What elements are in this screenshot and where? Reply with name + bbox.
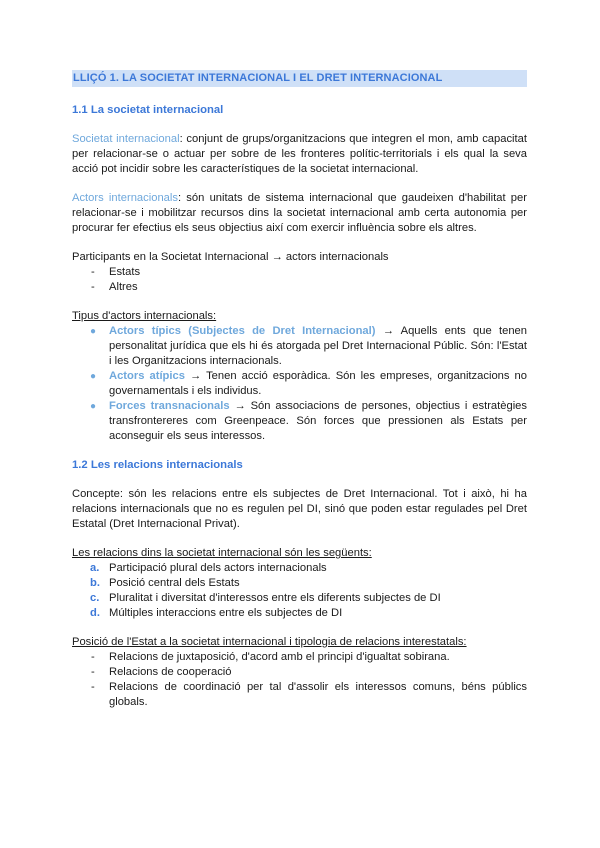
bullet-icon: ●: [90, 326, 97, 337]
bullet-icon: ●: [90, 401, 97, 412]
participants-list: [72, 265, 527, 295]
list-marker: d.: [90, 607, 100, 619]
section-heading-1-2: 1.2 Les relacions internacionals: [72, 459, 243, 471]
state-position-caption: Posició de l'Estat a la societat internacional i tipologia de relacions interestatals:: [72, 636, 467, 648]
list-item: [72, 324, 527, 369]
definition-societat-internacional: [72, 132, 527, 177]
bullet-icon: ●: [90, 371, 97, 382]
list-item: [72, 561, 527, 576]
relations-caption: Les relacions dins la societat internacional són les següents:: [72, 547, 372, 559]
list-item: [72, 399, 527, 444]
term-forces-transnacionals: Forces transnacionals: [109, 400, 230, 412]
list-item: [72, 576, 527, 591]
definition-text: : són unitats de sistema internacional que gaudeixen d'habilitat per relacionar-se i mobilitzar recursos dins la societat internacional amb certa autonomia per procurar fer efectius els seus objectius així com exercir influència sobre els altres.: [72, 192, 527, 234]
list-item: [72, 606, 527, 621]
list-item-text: → Tenen acció esporàdica. Són les empreses, organitzacions no governamentals i els individus.: [109, 370, 527, 397]
list-item: - Relacions de juxtaposició, d'acord amb el principi d'igualtat sobirana.: [72, 650, 527, 665]
term-actors-atipics: Actors atípics: [109, 370, 185, 382]
term-societat-internacional: Societat internacional: [72, 133, 180, 145]
list-marker: b.: [90, 577, 100, 589]
state-position-block: [72, 635, 527, 710]
list-item: [72, 591, 527, 606]
state-position-list: [72, 650, 527, 710]
list-marker: a.: [90, 562, 100, 574]
list-item-text: Pluralitat i diversitat d'interessos entre els diferents subjectes de DI: [109, 592, 441, 604]
term-actors-internacionals: Actors internacionals: [72, 192, 178, 204]
participants-caption: Participants en la Societat Internacional → actors internacionals: [72, 251, 389, 263]
section-heading-1-1: 1.1 La societat internacional: [72, 104, 224, 116]
relations-list: [72, 561, 527, 621]
list-item: - Relacions de coordinació per tal d'assolir els interessos comuns, béns públics globals.: [72, 680, 527, 710]
list-item: - Relacions de cooperació: [72, 665, 527, 680]
list-item-text: Múltiples interaccions entre els subjectes de DI: [109, 607, 343, 619]
list-item: - Estats: [72, 265, 527, 280]
list-marker: c.: [90, 592, 100, 604]
list-item-text: → Aquells ents que tenen personalitat jurídica que els hi és atorgada pel Dret Internacional Públic. Són: l'Estat i les Organitzacions internacionals.: [109, 325, 527, 367]
list-item: - Altres: [72, 280, 527, 295]
actor-types-caption: Tipus d'actors internacionals:: [72, 310, 217, 322]
lesson-title: LLIÇÓ 1. LA SOCIETAT INTERNACIONAL I EL DRET INTERNACIONAL: [72, 70, 527, 87]
actor-types-list: [72, 324, 527, 444]
concept-paragraph: Concepte: són les relacions entre els subjectes de Dret Internacional. Tot i això, hi ha relacions internacionals que no es regulen pel DI, sinó que poden estar regulades pel Dret Estatal (Dret Internacional Privat).: [72, 488, 527, 530]
list-item-text: → Són associacions de persones, objectius i estratègies transfrontereres com Greenpeace. Són forces que pressionen als Estats per aconseguir els seus interessos.: [109, 400, 527, 442]
participants-block: [72, 250, 527, 295]
relations-block: [72, 546, 527, 621]
term-actors-tipics: Actors típics (Subjectes de Dret Internacional): [109, 325, 376, 337]
list-item-text: Posició central dels Estats: [109, 577, 240, 589]
actor-types-block: [72, 309, 527, 444]
definition-actors-internacionals: [72, 191, 527, 236]
list-item-text: Participació plural dels actors internacionals: [109, 562, 327, 574]
definition-text: : conjunt de grups/organitzacions que integren el mon, amb capacitat per relacionar-se o actuar per sobre de les fronteres polític-territorials i els qual la seva acció pot incidir sobre les característiques de la societat internacional.: [72, 133, 527, 175]
list-item: [72, 369, 527, 399]
document-content: [72, 70, 527, 724]
